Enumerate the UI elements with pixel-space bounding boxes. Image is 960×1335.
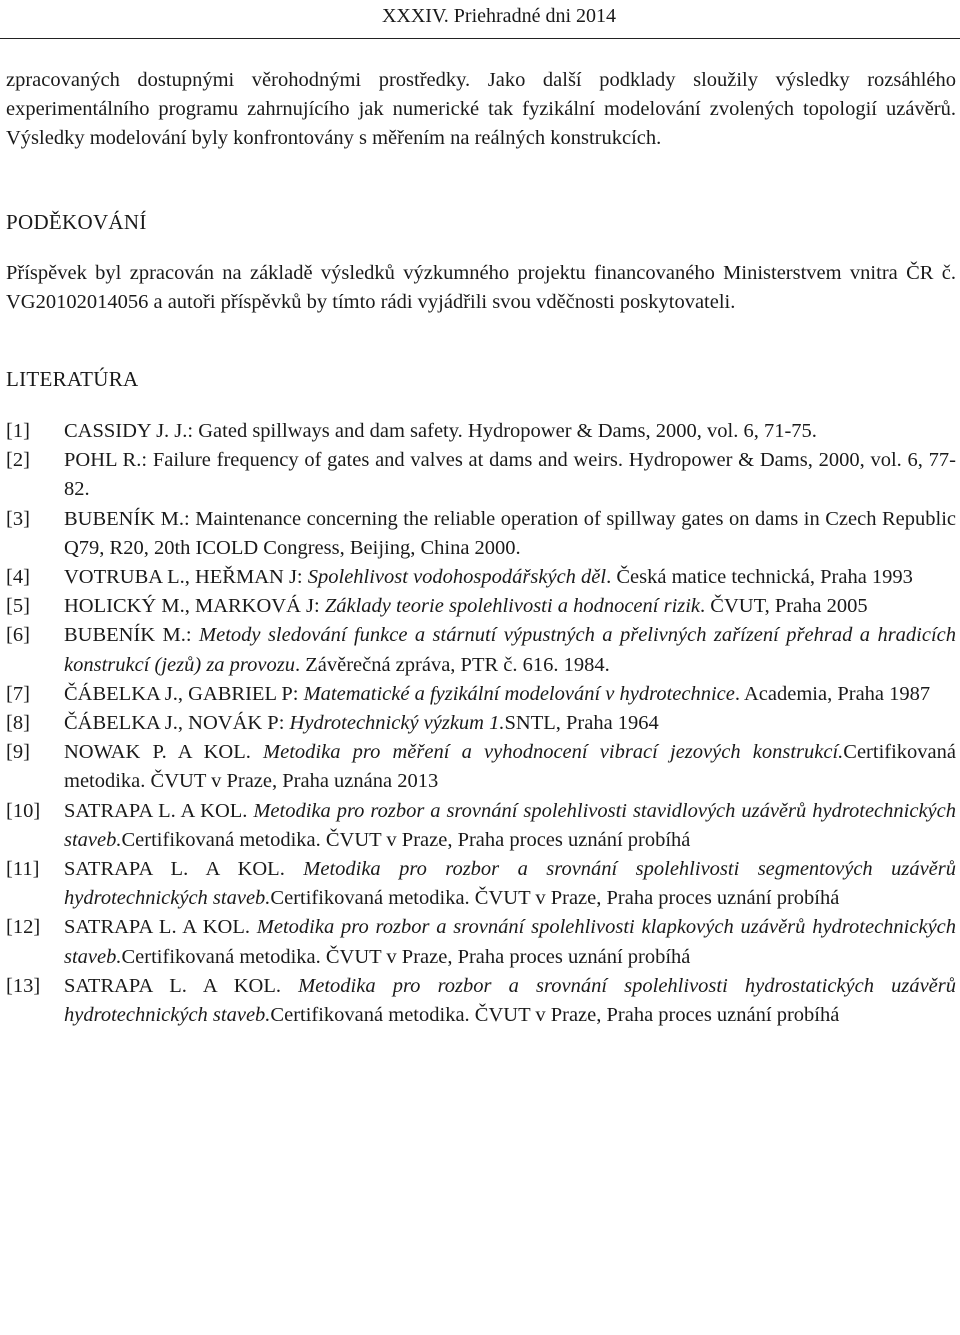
reference-source: . Závěrečná zpráva, PTR č. 616. 1984. xyxy=(294,653,610,676)
reference-source: . Academia, Praha 1987 xyxy=(734,682,931,705)
reference-separator xyxy=(250,916,257,938)
reference-separator: : xyxy=(141,449,153,472)
reference-number: [11] xyxy=(6,858,40,881)
reference-item xyxy=(6,592,956,621)
reference-text xyxy=(64,592,956,621)
reference-number: [4] xyxy=(6,566,30,589)
reference-text xyxy=(64,738,956,796)
reference-authors: BUBENÍK M. xyxy=(64,507,184,530)
reference-separator: : xyxy=(184,507,196,530)
reference-authors: ČÁBELKA J., NOVÁK P xyxy=(64,712,279,735)
reference-authors: SATRAPA L. A KOL. xyxy=(64,974,281,997)
reference-item xyxy=(6,417,956,446)
reference-source: Q79, R20, 20th ICOLD Congress, Beijing, China 2000. xyxy=(64,536,521,559)
reference-authors: SATRAPA L. A KOL. xyxy=(64,799,248,822)
reference-number: [2] xyxy=(6,449,30,472)
running-header-title: XXXIV. Priehradné dni 2014 xyxy=(381,5,616,27)
reference-title: Gated spillways and dam safety. xyxy=(198,420,463,443)
reference-title: Matematické a fyzikální modelování v hydrotechnice xyxy=(303,682,735,705)
intro-paragraph: zpracovaných dostupnými věrohodnými prostředky. Jako další podklady sloužily výsledky rozsáhlého experimentálního programu zahrnujícího jak numerické tak fyzikální modelování zvolených topologií uzávěrů. Výsledky modelování byly konfrontovány s měřením na reálných konstrukcích. xyxy=(6,69,956,150)
reference-separator xyxy=(251,741,263,763)
reference-source: Hydropower & Dams, 2000, vol. 6, 71-75. xyxy=(462,420,817,443)
acknowledgement-heading: PODĚKOVÁNÍ xyxy=(6,209,147,234)
literature-heading: LITERATÚRA xyxy=(6,367,139,392)
reference-text xyxy=(64,417,956,446)
reference-text xyxy=(64,709,956,738)
reference-text xyxy=(64,913,956,971)
reference-number: [13] xyxy=(6,974,41,997)
reference-authors: NOWAK P. A KOL. xyxy=(64,741,251,764)
reference-title: Metodika pro rozbor a srovnání spolehlivosti hydrostatických uzávěrů hydrotechnických staveb. xyxy=(64,974,957,1027)
reference-number: [9] xyxy=(6,741,30,764)
reference-number: [7] xyxy=(6,682,30,705)
reference-authors: ČÁBELKA J., GABRIEL P xyxy=(64,682,293,705)
reference-list xyxy=(6,417,956,1030)
reference-title: Metodika pro rozbor a srovnání spolehlivosti stavidlových uzávěrů hydrotechnických staveb. xyxy=(64,799,957,851)
reference-authors: VOTRUBA L., HEŘMAN J xyxy=(64,566,297,589)
reference-source: SNTL, Praha 1964 xyxy=(504,712,659,735)
reference-number: [1] xyxy=(6,420,30,443)
reference-authors: CASSIDY J. J. xyxy=(64,420,188,443)
reference-item xyxy=(6,680,956,709)
reference-item xyxy=(6,709,956,738)
reference-number: [6] xyxy=(6,624,30,647)
reference-item xyxy=(6,797,956,855)
reference-authors: SATRAPA L. A KOL. xyxy=(64,916,250,939)
page-content xyxy=(6,66,956,1030)
reference-source: . Česká matice technická, Praha 1993 xyxy=(606,566,913,589)
reference-text xyxy=(64,972,956,1030)
reference-title: Základy teorie spolehlivosti a hodnocení rizik xyxy=(324,595,701,618)
reference-text xyxy=(64,563,956,592)
reference-source: . ČVUT, Praha 2005 xyxy=(700,595,868,618)
reference-text xyxy=(64,855,956,913)
reference-authors: BUBENÍK M. xyxy=(64,624,186,647)
reference-title: Hydrotechnický výzkum 1. xyxy=(289,712,505,735)
reference-number: [12] xyxy=(6,916,41,939)
reference-separator: : xyxy=(314,595,325,618)
reference-number: [10] xyxy=(6,799,41,822)
reference-title: Metody sledování funkce a stárnutí výpustných a přelivných zařízení přehrad a hradicích konstrukcí (jezů) za provozu xyxy=(64,624,957,676)
reference-source: Certifikovaná metodika. ČVUT v Praze, Praha uznána 2013 xyxy=(64,741,956,793)
reference-source: Certifikovaná metodika. ČVUT v Praze, Praha proces uznání probíhá xyxy=(121,945,691,968)
reference-title: Maintenance concerning the reliable operation of spillway gates on dams in Czech Republic xyxy=(195,507,957,530)
reference-separator xyxy=(285,858,303,880)
reference-text xyxy=(64,505,956,563)
reference-title: Metodika pro rozbor a srovnání spolehlivosti klapkových uzávěrů hydrotechnických staveb. xyxy=(64,916,957,968)
reference-number: [8] xyxy=(6,712,30,735)
reference-text xyxy=(64,621,956,679)
reference-separator: : xyxy=(296,566,308,589)
reference-item xyxy=(6,738,956,796)
reference-authors: HOLICKÝ M., MARKOVÁ J xyxy=(64,595,314,618)
reference-item xyxy=(6,913,956,971)
reference-title: Spolehlivost vodohospodářských děl xyxy=(307,566,607,589)
reference-item xyxy=(6,621,956,679)
reference-separator xyxy=(281,975,298,997)
reference-text xyxy=(64,446,956,504)
reference-item xyxy=(6,505,956,563)
reference-number: [5] xyxy=(6,595,30,618)
reference-source: Hydropower & Dams, 2000, vol. 6, 77-82. xyxy=(64,449,957,501)
page-header xyxy=(0,0,960,39)
reference-separator: : xyxy=(185,624,200,647)
reference-text xyxy=(64,797,956,855)
reference-authors: SATRAPA L. A KOL. xyxy=(64,858,285,881)
reference-item xyxy=(6,855,956,913)
acknowledgement-paragraph: Příspěvek byl zpracován na základě výsledků výzkumného projektu financovaného Ministerstvem vnitra ČR č. VG20102014056 a autoři příspěvků by tímto rádi vyjádřili svou vděčnosti poskytovateli. xyxy=(6,261,956,313)
reference-authors: POHL R. xyxy=(64,449,142,472)
reference-title: Metodika pro rozbor a srovnání spolehlivosti segmentových uzávěrů hydrotechnických staveb. xyxy=(64,858,956,910)
reference-separator: : xyxy=(187,420,199,443)
reference-title: Metodika pro měření a vyhodnocení vibrací jezových konstrukcí. xyxy=(263,741,844,764)
reference-separator: : xyxy=(278,712,290,735)
reference-source: Certifikovaná metodika. ČVUT v Praze, Praha proces uznání probíhá xyxy=(270,1004,840,1027)
reference-separator: : xyxy=(292,682,304,705)
reference-text xyxy=(64,680,956,709)
reference-item xyxy=(6,446,956,504)
reference-source: Certifikovaná metodika. ČVUT v Praze, Praha proces uznání probíhá xyxy=(121,828,691,851)
reference-title: Failure frequency of gates and valves at dams and weirs. xyxy=(152,449,624,472)
reference-source: Certifikovaná metodika. ČVUT v Praze, Praha proces uznání probíhá xyxy=(270,887,840,910)
reference-number: [3] xyxy=(6,507,30,530)
reference-item xyxy=(6,972,956,1030)
reference-item xyxy=(6,563,956,592)
